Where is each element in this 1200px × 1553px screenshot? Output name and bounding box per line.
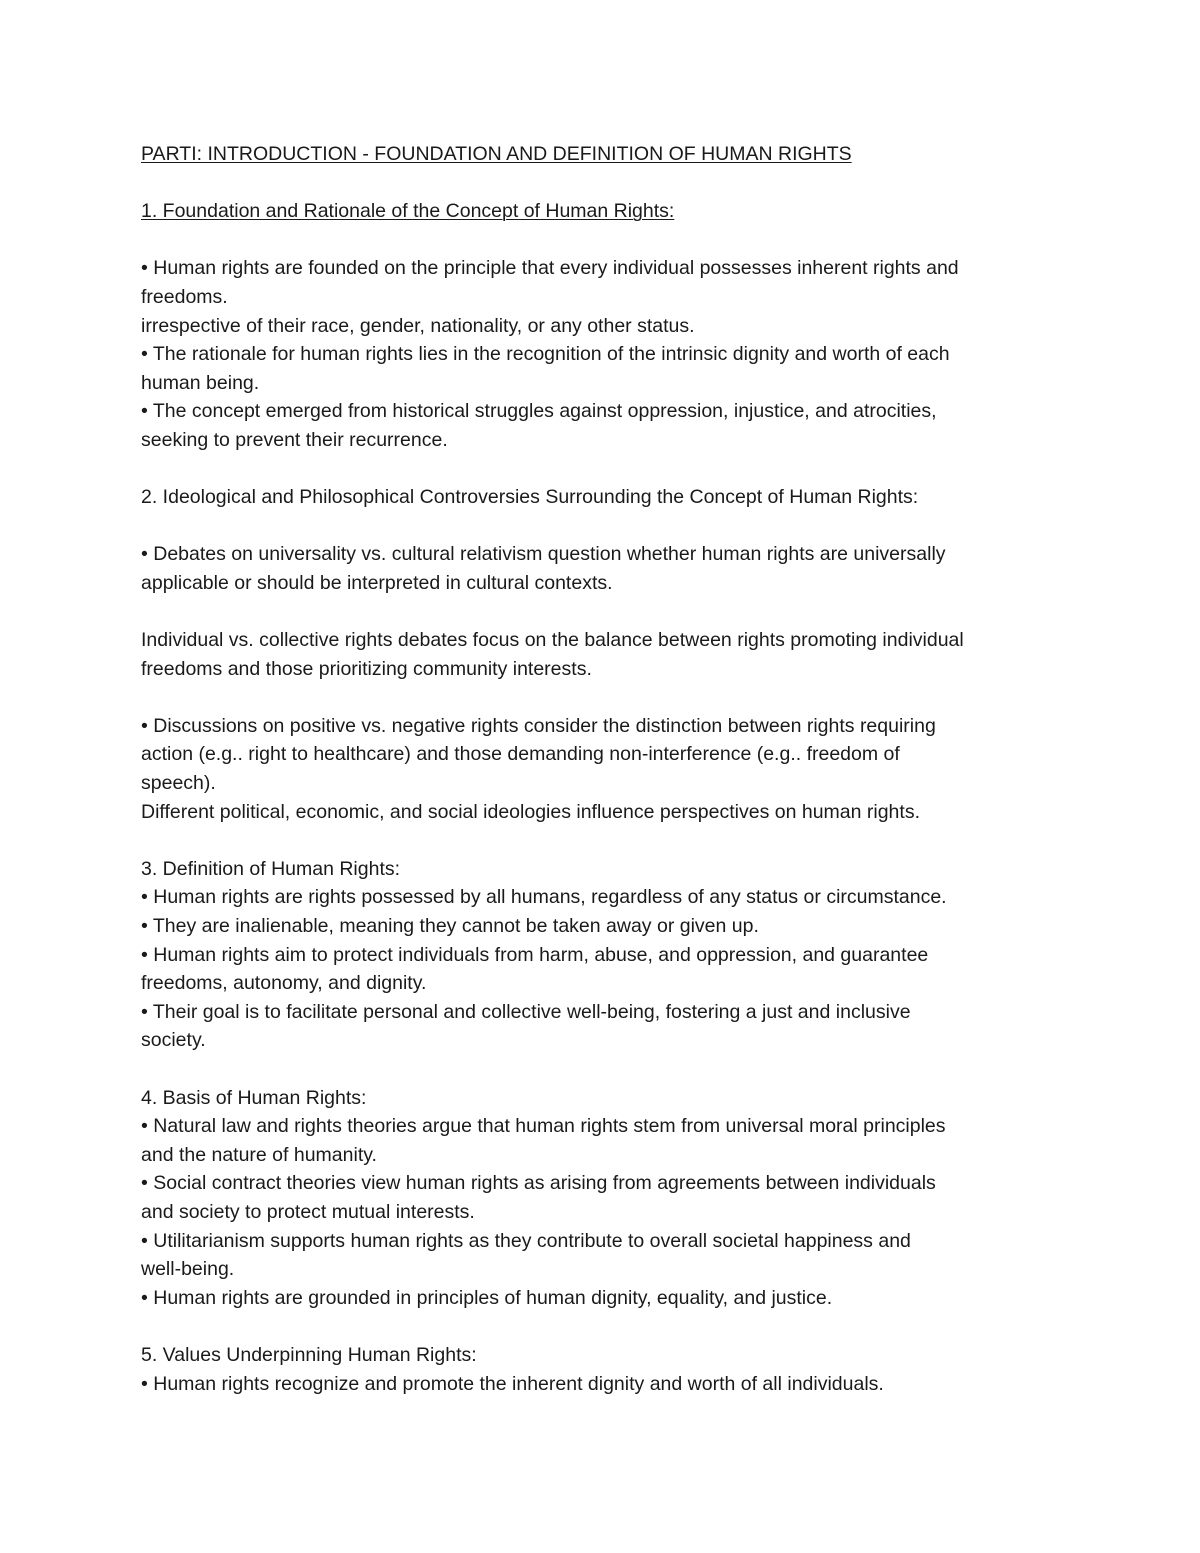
text-line: • Debates on universality vs. cultural relativism question whether human rights are universally: [141, 543, 946, 566]
text-line: • Human rights are rights possessed by all humans, regardless of any status or circumstance.: [141, 886, 947, 909]
section-2-paragraph-1: [141, 540, 1071, 597]
text-line: • Utilitarianism supports human rights as they contribute to overall societal happiness and: [141, 1229, 911, 1252]
text-line: freedoms, autonomy, and dignity.: [141, 972, 427, 995]
text-line: action (e.g.. right to healthcare) and those demanding non-interference (e.g.. freedom of: [141, 743, 900, 766]
section-2-paragraph-2: [141, 626, 1071, 683]
section-1-heading: 1. Foundation and Rationale of the Concept of Human Rights:: [141, 200, 675, 223]
text-line: irrespective of their race, gender, nationality, or any other status.: [141, 314, 695, 337]
text-line: • The concept emerged from historical struggles against oppression, injustice, and atrocities,: [141, 400, 937, 423]
text-line: • Discussions on positive vs. negative rights consider the distinction between rights requiring: [141, 714, 936, 737]
text-line: speech).: [141, 772, 216, 795]
spacer: [141, 683, 1071, 712]
spacer: [141, 226, 1071, 255]
spacer: [141, 455, 1071, 484]
text-line: • The rationale for human rights lies in the recognition of the intrinsic dignity and worth of each: [141, 343, 950, 366]
text-line: • Human rights recognize and promote the inherent dignity and worth of all individuals.: [141, 1372, 884, 1395]
section-5-heading: 5. Values Underpinning Human Rights:: [141, 1343, 477, 1366]
section-4-body: [141, 1112, 1071, 1312]
section-3-body: [141, 883, 1071, 1055]
section-1-body: [141, 254, 1071, 454]
text-line: freedoms and those prioritizing community interests.: [141, 657, 592, 680]
spacer: [141, 1055, 1071, 1084]
section-4-heading: 4. Basis of Human Rights:: [141, 1086, 367, 1109]
text-line: • Human rights are grounded in principles of human dignity, equality, and justice.: [141, 1286, 833, 1309]
text-line: Different political, economic, and social ideologies influence perspectives on human rights.: [141, 800, 920, 823]
spacer: [141, 1312, 1071, 1341]
document-page: [141, 140, 1071, 1398]
document-title: PARTI: INTRODUCTION - FOUNDATION AND DEFINITION OF HUMAN RIGHTS: [141, 143, 852, 165]
text-line: • Social contract theories view human rights as arising from agreements between individuals: [141, 1172, 936, 1195]
text-line: • They are inalienable, meaning they cannot be taken away or given up.: [141, 915, 759, 938]
text-line: • Human rights aim to protect individuals from harm, abuse, and oppression, and guarantee: [141, 943, 929, 966]
text-line: human being.: [141, 371, 260, 394]
text-line: seeking to prevent their recurrence.: [141, 428, 448, 451]
text-line: applicable or should be interpreted in cultural contexts.: [141, 571, 613, 594]
text-line: and society to protect mutual interests.: [141, 1200, 475, 1223]
section-2-paragraph-3: [141, 712, 1071, 826]
text-line: and the nature of humanity.: [141, 1143, 377, 1166]
section-3-heading: 3. Definition of Human Rights:: [141, 857, 401, 880]
text-line: society.: [141, 1029, 206, 1052]
text-line: • Human rights are founded on the principle that every individual possesses inherent rights and: [141, 257, 959, 280]
section-2-heading: 2. Ideological and Philosophical Controversies Surrounding the Concept of Human Rights:: [141, 486, 919, 509]
text-line: • Their goal is to facilitate personal and collective well-being, fostering a just and inclusive: [141, 1000, 911, 1023]
spacer: [141, 826, 1071, 855]
section-5-body: [141, 1370, 1071, 1399]
text-line: freedoms.: [141, 285, 228, 308]
spacer: [141, 169, 1071, 198]
spacer: [141, 512, 1071, 541]
text-line: Individual vs. collective rights debates focus on the balance between rights promoting individual: [141, 629, 964, 652]
text-line: • Natural law and rights theories argue that human rights stem from universal moral principles: [141, 1115, 946, 1138]
text-line: well-being.: [141, 1258, 235, 1281]
spacer: [141, 598, 1071, 627]
